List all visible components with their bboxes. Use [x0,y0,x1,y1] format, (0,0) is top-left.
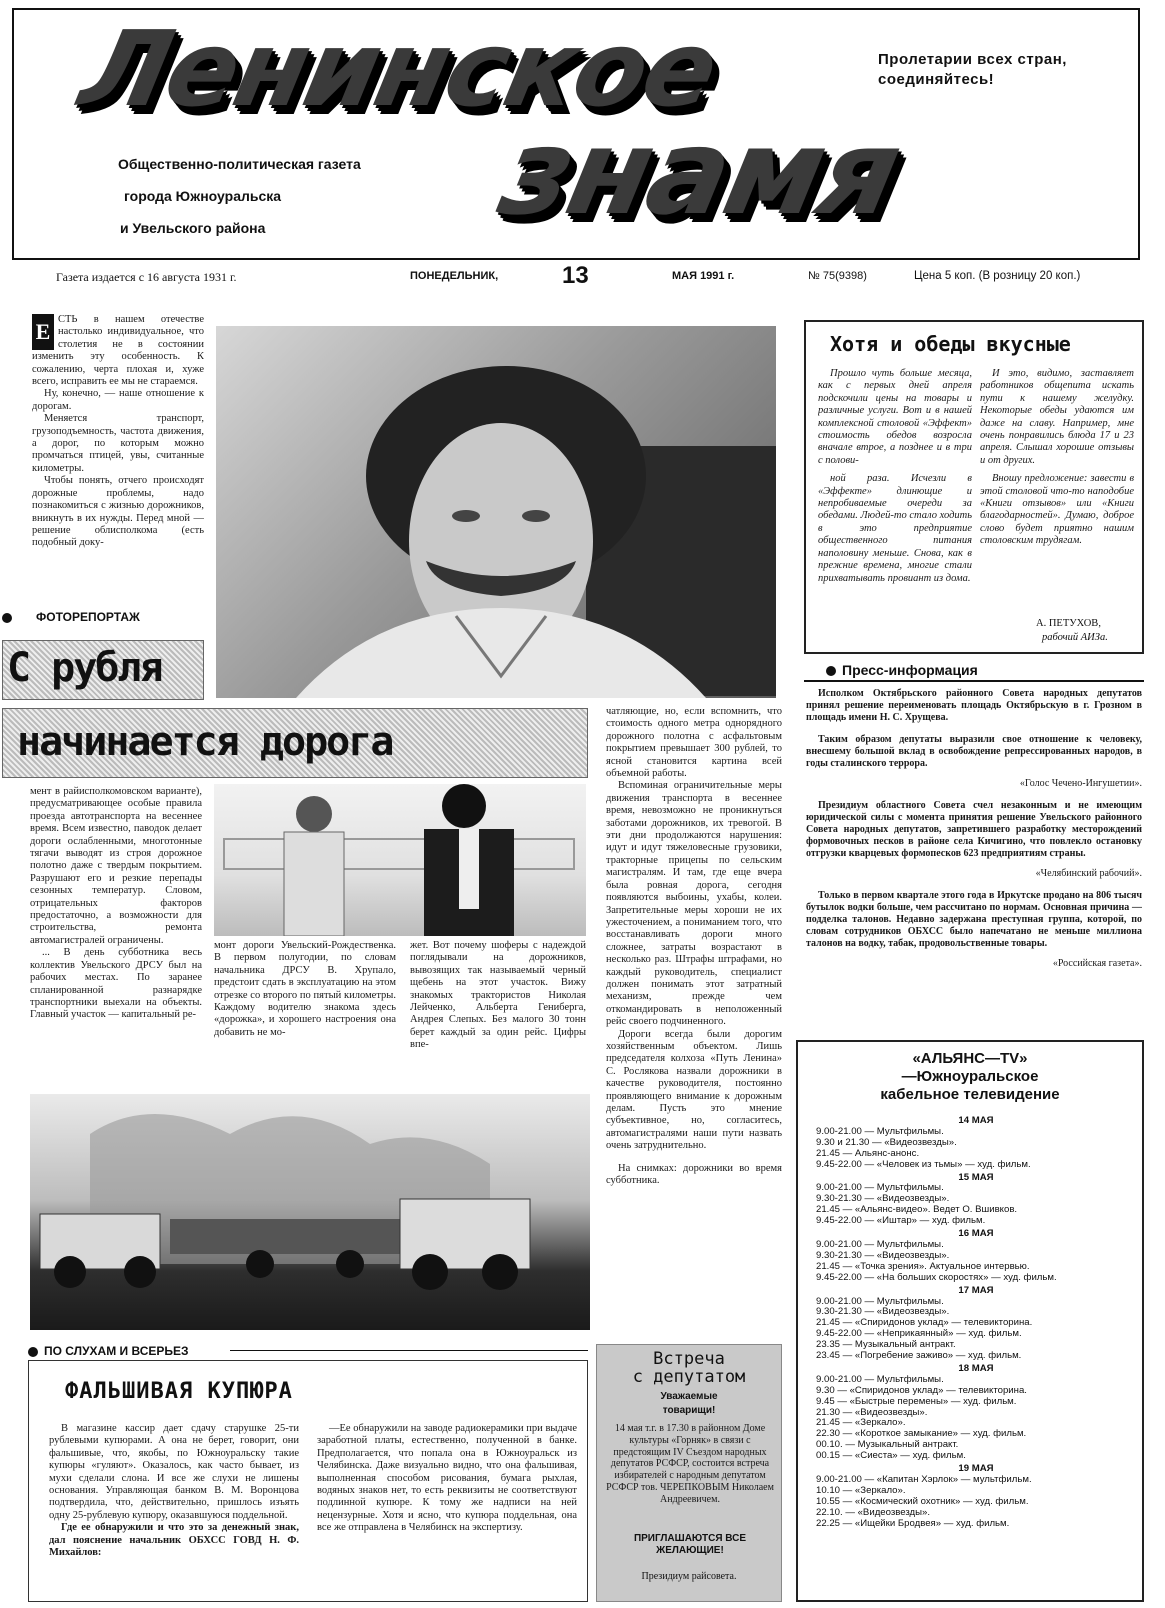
lead-col-2-text: мент в райисполкомовском варианте), предусматривающее особые правила проезда автотранспорта на весеннее время. Всем известно, паводок делает дороги ослабленными, многотонные тягачи выводят из строя дорожное полотно даже с твердым покрытием. Разрушают его и резкие перепады сезонных температур. Словом, отрицательных факторов предостаточно, а возможности для строительства, ремонта автомагистралей ограничены. [30,786,202,946]
lunch-box-author: А. ПЕТУХОВ, [1036,618,1101,629]
tv-program-item: 9.00-21.00 — Мультфильмы. [816,1239,944,1250]
tv-program-item: 9.30-21.30 — «Видеозвезды». [816,1307,950,1318]
press-item-4: Только в первом квартале этого года в Иркутске продано на 806 тысяч бутылок водки больше, чем рассчитано по нормам. Основная причина — подделка талонов. Недавно задержана преступная группа, которой, по словам сотрудников ОБХСС было напечатано не меньше миллиона талонов на водку, табак, продовольственные товары. [806,890,1142,949]
press-item-3: Президиум областного Совета счел незаконным и не имеющим юридической силы с момента принятия решение Увельского районного Совета народных депутатов, запретившего разработку месторождений формовочных песков в районе села Кичигино, что повлекло остановку отгрузки кварцевых формопесков 623 предприятиям страны. [806,800,1142,859]
lunch-box-author-role: рабочий АИЗа. [1042,632,1108,643]
tv-program-item: 21.45 — «Альянс-видео». Ведет О. Вшивков. [816,1205,1018,1216]
tv-program-item: 22.10. — «Видеозвезды». [816,1507,931,1518]
meeting-sign: Президиум райсовета. [641,1571,737,1582]
tv-day-heading: 19 МАЯ [958,1463,994,1475]
lunch-box-col-2-text-b: Вношу предложение: завести в этой столовой что-то наподобие «Книги отзывов» или «Книги благодарностей». Думаю, доброе слово будет приятно нашим столовским трудягам. [980,473,1134,547]
tv-program-item: 10.55 — «Космический охотник» — худ. фильм. [816,1496,1029,1507]
lunch-box [804,320,1144,654]
press-heading-text: Пресс-информация [842,662,978,678]
photo-caption: На снимках: дорожники во время субботника. [606,1162,782,1187]
rumors-col-1 [49,1423,299,1595]
press-source-3: «Российская газета». [1052,958,1142,969]
portrait-photo [216,326,776,698]
rumors-col-1-text-b: Где ее обнаружили и что это за денежный знак, дал пояснение начальник ОБХСС ГОВД Н. Ф. Михайлов: [49,1522,299,1559]
press-item-2: Таким образом депутаты выразили свое отношение к человеку, внесшему большой вклад в освобождение репрессированных народов, в годы сталинского террора. [806,734,1142,769]
dropcap: Е [32,314,54,350]
meeting-greeting-1: Уважаемые [660,1391,718,1402]
dateline-since: Газета издается с 16 августа 1931 г. [56,270,237,284]
tv-program-item: 21.45 — Альянс-анонс. [816,1148,920,1159]
headline-line-2: начинается дорога [17,719,393,765]
meeting-box [596,1344,782,1602]
masthead [12,8,1140,260]
tv-day-heading: 16 МАЯ [958,1228,994,1240]
press-rule [804,680,1144,682]
lead-col-4-text: жет. Вот почему шоферы с надеждой поглядывали на дорожников, вывозящих так называемый черный щебень на этот участок. Вижу знакомых трактористов Николая Лейченко, Альберта Гениберга, Андрея Слепых. Без малого 30 тонн берет каждый за один рейс. Цифры впе- [410,940,586,1051]
fotoreportazh-kicker: ФОТОРЕПОРТАЖ [2,610,140,624]
lead-col-2 [30,786,202,1062]
tv-program-item: 23.45 — «Погребение заживо» — худ. фильм. [816,1351,1022,1362]
meeting-title-1: Встреча [653,1349,725,1369]
tv-program-item: 9.00-21.00 — «Капитан Хэрлок» — мультфильм. [816,1475,1032,1485]
bullet-icon [28,1347,38,1357]
tv-program-item: 9.45 — «Быстрые перемены» — худ. фильм. [816,1396,1017,1407]
trucks-photo [30,1094,590,1330]
bullet-icon [826,666,836,676]
tv-day-heading: 18 МАЯ [958,1362,994,1374]
tv-program-item: 10.10 — «Зеркало». [816,1485,906,1496]
dateline-price: Цена 5 коп. (В розницу 20 коп.) [914,270,1081,282]
rumors-rule [230,1350,588,1351]
headline-box-2 [2,708,588,778]
lunch-box-col-1 [818,368,972,644]
lead-col-5-text: чатляющие, но, если вспомнить, что стоимость одного метра однорядного дорожного полотна с асфальтовым покрытием превышает 300 рублей, то ясной становится картина всей объемной работы. [606,706,782,780]
tv-program-item: 9.45-22.00 — «Иштар» — худ. фильм. [816,1216,986,1227]
dateline-day: 13 [562,262,589,289]
tv-program-item: 00.10. — Музыкальный антракт. [816,1440,959,1451]
tv-program-item: 21.45 — «Спиридонов уклад» — телевикторина. [816,1318,1033,1329]
dateline-weekday: ПОНЕДЕЛЬНИК, [410,270,499,282]
lead-col-3 [214,940,396,1070]
masthead-subtitle-1: Общественно-политическая газета [118,156,361,172]
tv-program-item: 9.45-22.00 — «На больших скоростях» — худ. фильм. [816,1272,1057,1283]
tv-box [796,1040,1144,1602]
meeting-greeting-2: товарищи! [662,1405,716,1416]
tv-title-1: «АЛЬЯНС—TV» [912,1050,1028,1067]
meeting-invite: ПРИГЛАШАЮТСЯ ВСЕ ЖЕЛАЮЩИЕ! [633,1533,747,1556]
lead-intro-text-3: Меняется транспорт, грузоподъемность, частота движения, а дорог, по которым можно промчаться птицей, увы, считанные километры. [32,413,204,474]
rumors-col-1-text: В магазине кассир дает сдачу старушке 25-ти рублевыми купюрами. А она не берет, говорит, они фальшивые, что, якобы, по Южноуральску такие купюры «гуляют». Оказалось, как часто бывает, из мухи сделали слона. И все же слухи не лишены основания. Управляющая банком В. М. Воронцова подтвердила, что, действительно, пришлось изъять одну 25-рублевую купюру, оказавшуюся поддельной. [49,1423,299,1521]
lead-col-3-text: монт дороги Увельский-Рождественка. В первом полугодии, по словам начальника ДРСУ В. Хрупало, предстоит сдать в эксплуатацию на этом отрезке со второго по пятый километры. Каждому водителю знакома здесь «дорожка», и хорошего настроения она добавить не мо- [214,940,396,1038]
tv-day-heading: 17 МАЯ [958,1284,994,1296]
tv-schedule [816,1114,1136,1530]
meeting-title-2: с депутатом [632,1367,746,1387]
press-source-2: «Челябинский рабочий». [1035,868,1142,879]
lunch-box-col-2-text: И это, видимо, заставляет работников общепита искать пути к нашему желудку. Некоторые обеды удаются им даже на славу. Например, мне очень понравились блюда 17 и 23 апреля. Слышал хорошие отзывы и от других. [980,368,1134,466]
masthead-logo-line1: Ленинское [71,8,727,130]
workers-photo [214,784,586,936]
tv-program-item: 22.25 — «Ищейки Бродвея» — худ. фильм. [816,1518,1010,1529]
tv-program-item: 9.30-21.30 — «Видеозвезды». [816,1250,950,1261]
tv-program-item: 9.00-21.00 — Мультфильмы. [816,1126,944,1137]
tv-title-2: —Южноуральское [901,1068,1039,1085]
rumors-col-2 [317,1423,577,1595]
lead-col-4 [410,940,586,1070]
bullet-icon [2,613,12,623]
tv-program-item: 9.00-21.00 — Мультфильмы. [816,1296,944,1307]
tv-program-item: 9.00-21.00 — Мультфильмы. [816,1183,944,1194]
headline-line-1: С рубля [7,645,162,691]
press-item-1: Исполком Октябрьского районного Совета народных депутатов принял решение переименовать площадь Октябрьскую в г. Грозном в площадь имени Н. С. Хрущева. [806,688,1142,723]
tv-program-item: 9.00-21.00 — Мультфильмы. [816,1374,944,1385]
press-body [806,688,1142,1018]
lead-intro-text-2: Ну, конечно, — наше отношение к дорогам. [32,388,204,412]
masthead-motto: Пролетарии всех стран, соединяйтесь! [878,51,1067,88]
lead-col-5-text-c: Дороги всегда были дорогим хозяйственным объектом. Лишь председателя колхоза «Путь Ленина» С. Рослякова назвали дорожники в качестве руководителя, постоянно проявляющего внимание к дорожным делам. Пусть это мнение субъективное, но, согласитесь, автомагистралями наши пути назвать очень затруднительно. [606,1028,782,1152]
dateline [12,262,1140,292]
tv-program-item: 21.45 — «Точка зрения». Актуальное интервью. [816,1261,1030,1272]
tv-program-item: 21.45 — «Зеркало». [816,1418,906,1429]
tv-title-3: кабельное телевидение [880,1086,1060,1103]
rumors-col-2-text: —Ее обнаружили на заводе радиокерамики при выдаче заработной платы, естественно, полученной в банке. Предполагается, что попала она в Южноуральск из Челябинска. Даже визуально видно, что она фальшивая, выполненная способом рисования, бумага рыхлая, водяных знаков нет, то есть реквизиты не соответствуют подлинной купюре. К тому же надписи на ней нецензурные. Хотя и ясно, что купюра поддельная, она все же отправлена в Челябинск на экспертизу. [317,1423,577,1534]
masthead-subtitle-2: города Южноуральска [124,188,282,204]
tv-program-item: 21.30 — «Видеозвезды». [816,1407,928,1418]
tv-program-item: 9.30-21.30 — «Видеозвезды». [816,1194,950,1205]
tv-program-item: 23.35 — Музыкальный антракт. [816,1340,956,1351]
lead-intro-text-4: Чтобы понять, отчего происходят дорожные проблемы, надо познакомиться с жизнью дорожников, вникнуть в их нужды. Перед мной — решение облисполкома (есть подобный доку- [32,475,204,549]
lunch-box-title: Хотя и обеды вкусные [830,332,1071,356]
tv-day-heading: 14 МАЯ [958,1115,994,1126]
press-heading [826,662,978,678]
lunch-box-col-2 [980,368,1134,618]
rumors-box [28,1360,588,1602]
tv-program-item: 22.30 — «Короткое замыкание» — худ. фильм. [816,1429,1027,1440]
tv-program-item: 9.30 — «Спиридонов уклад» — телевикторина. [816,1385,1027,1396]
tv-day-heading: 15 МАЯ [958,1171,994,1183]
tv-program-item: 9.30 и 21.30 — «Видеозвезды». [816,1137,957,1148]
masthead-subtitle-3: и Увельского района [120,220,266,236]
lead-col-5 [606,706,782,1324]
rumors-headline: ФАЛЬШИВАЯ КУПЮРА [65,1379,293,1404]
rumors-kicker-text: ПО СЛУХАМ И ВСЕРЬЕЗ [44,1344,189,1358]
lead-col-5-text-b: Вспоминая ограничительные меры движения транспорта в весеннее время, невозможно не проникнуться заботами дорожников, их тревогой. В эти дни продолжаются нарушения: идут и идут тяжеловесные грузовики, тракторные прицепы по сельским магистралям. И там, где еще вчера была ровная дорога, сегодня появляются выбоины, ухабы, колеи. Запретительные меры хороши не их ужесточением, а пониманием того, что восстанавливать дороги много сложнее, затраты возрастают в несколько раз. Штрафы штрафами, но каждый руководитель, специалист должен понимать этот затратный механизм, прежде чем откомандировать в неположенный рейс своего подчиненного. [606,780,782,1028]
dateline-number: № 75(9398) [808,270,867,282]
masthead-logo-line2: знамя [489,103,911,241]
lead-intro-text-1: СТЬ в нашем отечестве настолько индивидуальное, что столетия не в состоянии изменить эту особенность. К сожалению, черта плохая и, хуже всего, исправить ее мы не стараемся. [32,314,204,388]
tv-program-item: 9.45-22.00 — «Неприкаянный» — худ. фильм. [816,1329,1022,1340]
dateline-month: МАЯ 1991 г. [672,270,735,282]
lunch-box-col-1-text: Прошло чуть больше месяца, как с первых дней апреля подскочили цены на товары и различные услуги. Вот и в нашей комплексной столовой «Эффект» стоимость обедов возросла вначале втрое, а позднее и в три с полови- [818,368,972,466]
lead-intro [32,314,204,600]
lunch-box-col-1-text-b: ной раза. Исчезли в «Эффекте» длинющие и непробиваемые очереди за обедами. Людей-то стало ходить в это предприятие общественного питания наполовину меньше. Снова, как в прежние времена, многие стали прихватывать провиант из дома. [818,473,972,584]
tv-program-item: 9.45-22.00 — «Человек из тьмы» — худ. фильм. [816,1159,1031,1170]
lead-col-2-text-b: ... В день субботника весь коллектив Увельского ДРСУ был на рабочих местах. По заранее спланированной разнарядке транспортники выехали на объекты. Главный участок — капитальный ре- [30,947,202,1021]
rumors-kicker [28,1344,189,1358]
headline-box-1 [2,640,204,700]
tv-program-item: 00.15 — «Сиеста» — худ. фильм. [816,1451,966,1462]
press-source-1: «Голос Чечено-Ингушетии». [1019,778,1142,789]
meeting-body: 14 мая т.г. в 17.30 в районном Доме культуры «Горняк» в связи с предстоящим IV Съездом народных депутатов РСФСР, состоится встреча избирателей с народным депутатом РСФСР тов. ЧЕРЕПКОВЫМ Николаем Андреевичем. [606,1423,774,1505]
